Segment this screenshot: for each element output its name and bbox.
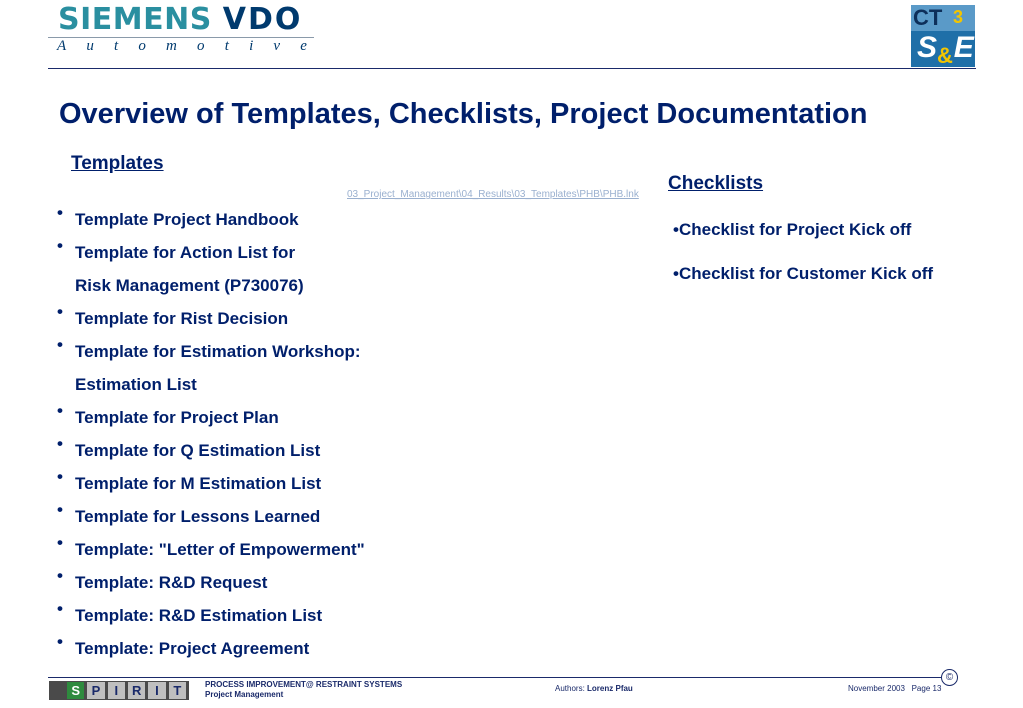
template-item	[57, 566, 365, 599]
footer-page-number: Page 13	[911, 684, 942, 693]
phb-file-link[interactable]: 03_Project_Management\04_Results\03_Templates\PHB\PHB.lnk	[347, 189, 639, 200]
bullet-icon: •	[57, 566, 63, 585]
checklist-item-project-kickoff: •Checklist for Project Kick off	[673, 220, 912, 239]
ct-logo-number: 3	[953, 7, 964, 27]
bullet-icon: •	[57, 500, 63, 519]
template-item-text: Template: R&D Estimation List	[75, 606, 323, 625]
automotive-letter: t	[224, 38, 229, 54]
template-item-text: Template for Lessons Learned	[75, 507, 321, 526]
template-item-text: Risk Management (P730076)	[75, 276, 304, 295]
automotive-letter: i	[249, 38, 254, 54]
checklists-list	[673, 219, 933, 307]
spirit-logo	[49, 681, 189, 700]
template-item	[57, 533, 365, 566]
automotive-letter: o	[197, 38, 205, 54]
bullet-icon: •	[57, 467, 63, 486]
template-item	[57, 302, 365, 335]
bullet-icon: •	[57, 632, 63, 651]
template-item-text: Template Project Handbook	[75, 210, 299, 229]
footer-dept-line1: PROCESS IMPROVEMENT@ RESTRAINT SYSTEMS	[205, 680, 403, 689]
template-item-text: Estimation List	[75, 375, 197, 394]
footer-date: November 2003	[848, 684, 905, 693]
ct-logo-amp: &	[937, 43, 953, 67]
ct-se-logo	[911, 5, 975, 67]
vdo-wordmark: VDO	[222, 2, 303, 37]
template-item	[57, 203, 365, 236]
bullet-icon: •	[57, 335, 63, 354]
spirit-letter: I	[108, 682, 125, 699]
templates-heading: Templates	[71, 153, 164, 174]
template-item-text: Template for Action List for	[75, 243, 296, 262]
footer-authors	[555, 684, 633, 693]
template-item	[57, 467, 365, 500]
automotive-letter: e	[300, 38, 307, 54]
automotive-letter: u	[86, 38, 94, 54]
template-item	[57, 599, 365, 632]
bullet-icon: •	[57, 302, 63, 321]
bullet-icon: •	[57, 533, 63, 552]
template-item-text: Template: Project Agreement	[75, 639, 310, 658]
checklist-item-customer-kickoff: •Checklist for Customer Kick off	[673, 264, 934, 283]
footer-date-page	[848, 684, 941, 693]
ct-logo-text: CT	[913, 5, 943, 30]
authors-label: Authors:	[555, 684, 585, 693]
template-item	[57, 401, 365, 434]
automotive-letter: t	[114, 38, 119, 54]
spirit-letter: R	[128, 682, 145, 699]
bullet-icon: •	[57, 203, 63, 222]
spirit-letter: T	[169, 682, 186, 699]
templates-list	[57, 203, 365, 665]
template-item-text: Template for Project Plan	[75, 408, 279, 427]
automotive-letter: o	[138, 38, 146, 54]
checklists-heading: Checklists	[668, 173, 764, 194]
copyright-icon: ©	[941, 669, 958, 686]
template-item-text: Template for M Estimation List	[75, 474, 322, 493]
spirit-letter: S	[67, 682, 84, 699]
template-item	[57, 434, 365, 467]
spirit-letter: I	[148, 682, 165, 699]
footer-divider	[48, 677, 941, 678]
automotive-letter: v	[273, 38, 281, 54]
template-item-text: Template: R&D Request	[75, 573, 268, 592]
template-item	[57, 632, 365, 665]
template-item	[57, 335, 365, 401]
siemens-vdo-logo	[58, 2, 302, 37]
header-divider	[48, 68, 976, 69]
template-item-text: Template for Estimation Workshop:	[75, 342, 361, 361]
footer-department	[205, 680, 402, 700]
bullet-icon: •	[57, 236, 63, 255]
ct-logo-se: S E	[917, 31, 974, 64]
template-item-text: Template for Rist Decision	[75, 309, 289, 328]
automotive-subtitle	[57, 38, 307, 55]
footer-dept-line2: Project Management	[205, 690, 284, 699]
authors-name: Lorenz Pfau	[587, 684, 633, 693]
siemens-wordmark: SIEMENS	[58, 2, 212, 37]
automotive-letter: m	[166, 38, 177, 54]
bullet-icon: •	[57, 434, 63, 453]
slide-title: Overview of Templates, Checklists, Project Documentation	[59, 98, 868, 130]
bullet-icon: •	[57, 599, 63, 618]
template-item	[57, 500, 365, 533]
spirit-letter: P	[87, 682, 104, 699]
bullet-icon: •	[57, 401, 63, 420]
automotive-letter: A	[57, 38, 67, 54]
template-item-text: Template: "Letter of Empowerment"	[75, 540, 365, 559]
template-item	[57, 236, 365, 302]
template-item-text: Template for Q Estimation List	[75, 441, 321, 460]
